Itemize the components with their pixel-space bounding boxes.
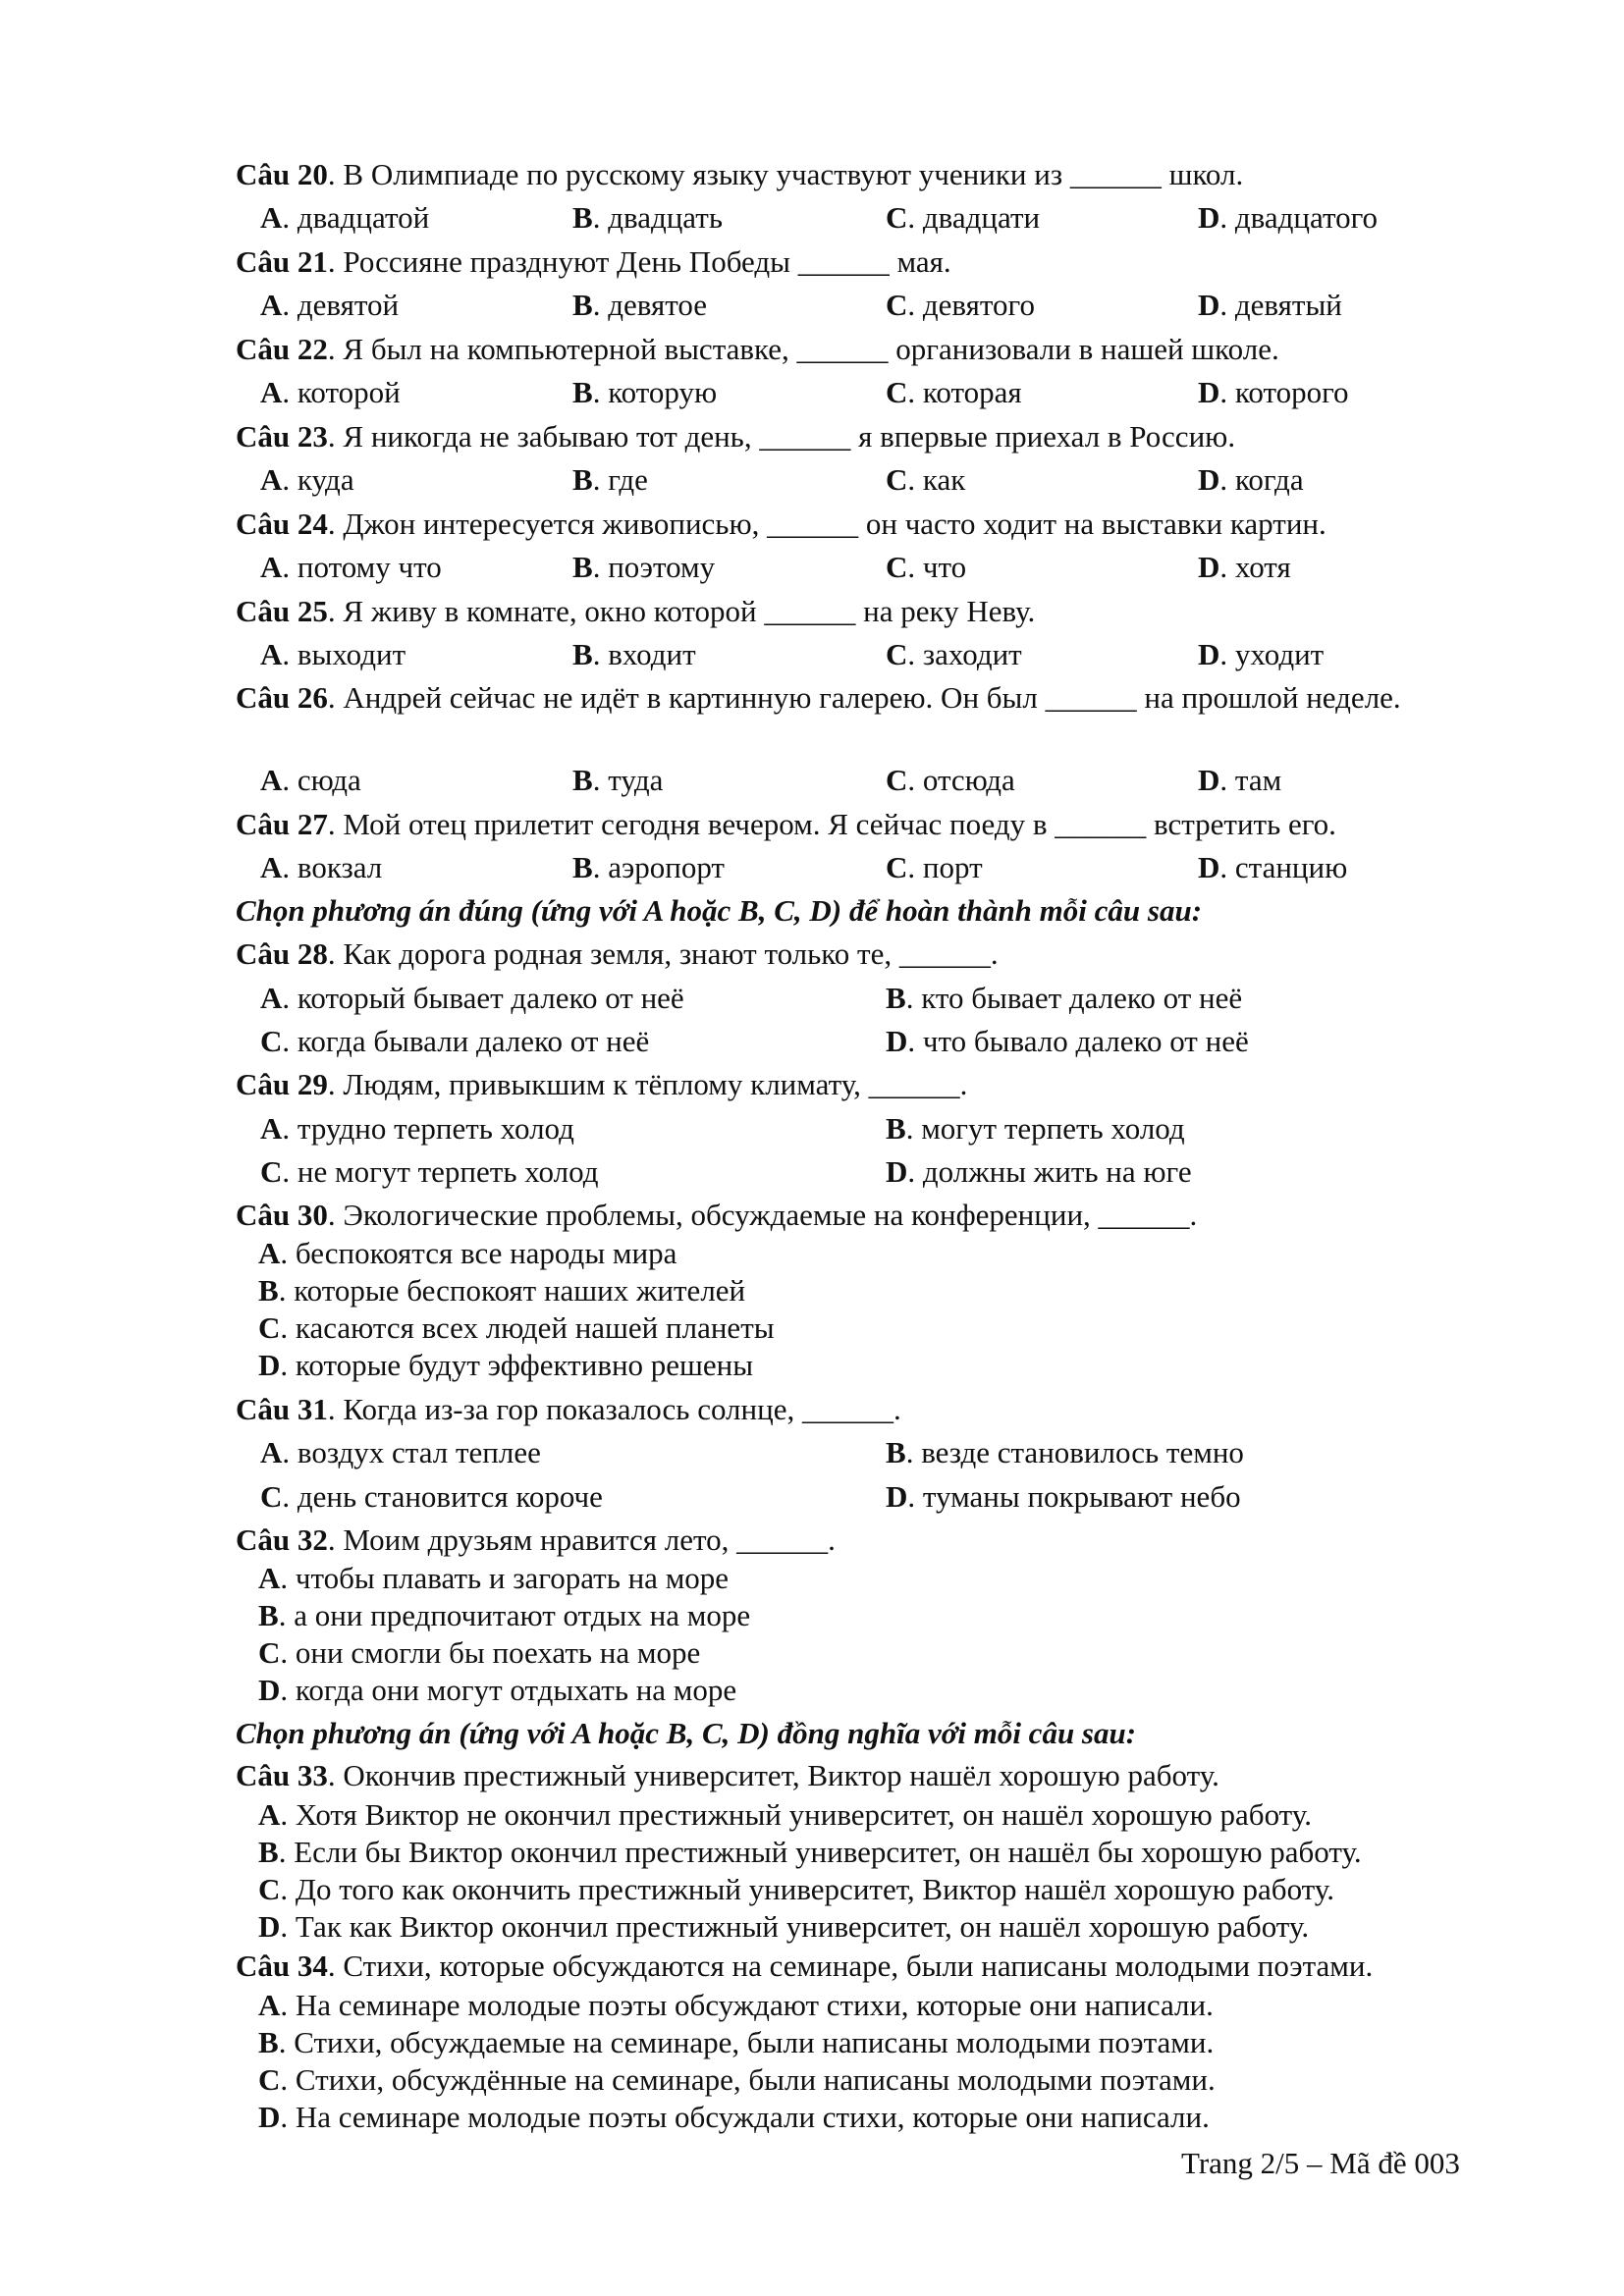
question-text: . Мой отец прилетит сегодня вечером. Я сейчас поеду в ______ встретить его. [327,807,1336,841]
option-b: B. а они предпочитают отдых на море [258,1598,751,1632]
question-text: . Андрей сейчас не идёт в картинную галерею. Он был ______ на прошлой неделе. [327,680,1401,715]
question-31 [236,1390,1512,1429]
option-c: C. как [886,462,966,497]
option-d: D. хотя [1198,550,1291,584]
question-label: Câu 34 [236,1949,328,1983]
option-a: A. беспокоятся все народы мира [258,1236,677,1270]
option-d: D. должны жить на юге [886,1154,1192,1189]
options-28-row1 [260,979,1537,1018]
options-29-row2 [260,1152,1537,1192]
option-c: C. Стихи, обсуждённые на семинаре, были написаны молодыми поэтами. [258,2062,1216,2097]
question-23 [236,417,1512,456]
question-27 [236,805,1512,844]
question-text: . Моим друзьям нравится лето, ______. [327,1522,836,1557]
option-d: D. туманы покрывают небо [886,1479,1241,1514]
options-31-row1 [260,1433,1537,1472]
options-23 [260,460,1537,500]
option-c: C. До того как окончить престижный университет, Виктор нашёл хорошую работу. [258,1872,1334,1906]
question-label: Câu 29 [236,1067,328,1101]
option-d: D. двадцатого [1198,200,1379,235]
option-d: D. девятый [1198,288,1342,322]
question-label: Câu 25 [236,594,328,628]
question-25 [236,592,1512,631]
question-label: Câu 31 [236,1392,328,1426]
question-text: . Как дорога родная земля, знают только те, ______. [327,936,999,971]
question-30 [236,1196,1512,1235]
option-d: D. которые будут эффективно решены [258,1348,754,1382]
page-footer: Trang 2/5 – Mã đề 003 [1181,2146,1460,2180]
option-b: B. поэтому [572,550,716,584]
options-24 [260,548,1537,587]
option-d: D. На семинаре молодые поэты обсуждали стихи, которые они написали. [258,2100,1210,2134]
option-d: D. там [1198,763,1282,797]
option-a: A. воздух стал теплее [260,1435,541,1469]
question-20 [236,155,1512,194]
option-b: B. которые беспокоят наших жителей [258,1273,746,1308]
option-b: B. которую [572,375,718,409]
options-27 [260,848,1537,887]
option-d: D. когда [1198,462,1304,497]
question-text: . Людям, привыкшим к тёплому климату, ______. [327,1067,968,1101]
option-a: A. Хотя Виктор не окончил престижный университет, он нашёл хорошую работу. [258,1797,1312,1832]
option-d: D. Так как Виктор окончил престижный университет, он нашёл хорошую работу. [258,1909,1310,1944]
question-text: . Россияне празднуют День Победы ______ мая. [327,244,951,279]
option-a: A. который бывает далеко от неё [260,981,684,1015]
option-a: A. сюда [260,763,361,797]
option-b: B. аэропорт [572,850,725,884]
question-label: Câu 32 [236,1522,328,1557]
option-a: A. чтобы плавать и загорать на море [258,1561,730,1595]
question-label: Câu 24 [236,507,328,541]
question-32 [236,1521,1512,1560]
question-text: . Джон интересуется живописью, ______ он часто ходит на выставки картин. [327,507,1326,541]
question-text: . Я никогда не забываю тот день, ______ я впервые приехал в Россию. [327,419,1236,454]
option-b: B. кто бывает далеко от неё [886,981,1243,1015]
question-label: Câu 26 [236,680,328,715]
question-text: . Я живу в комнате, окно которой ______ на реку Неву. [327,594,1036,628]
question-24 [236,505,1512,544]
option-c: C. которая [886,375,1022,409]
section-instruction: Chọn phương án (ứng với A hoặc B, C, D) đồng nghĩa với mỗi câu sau: [236,1716,1137,1750]
question-text: . Стихи, которые обсуждаются на семинаре, были написаны молодыми поэтами. [327,1949,1374,1983]
option-c: C. порт [886,850,983,884]
option-d: D. которого [1198,375,1349,409]
option-a: A. трудно терпеть холод [260,1111,574,1146]
option-b: B. где [572,462,648,497]
option-b: B. могут терпеть холод [886,1111,1185,1146]
option-b: B. Если бы Виктор окончил престижный университет, он нашёл бы хорошую работу. [258,1835,1362,1869]
option-d: D. станцию [1198,850,1348,884]
option-b: B. двадцать [572,200,723,235]
question-22 [236,330,1512,369]
question-text: . Окончив престижный университет, Виктор нашёл хорошую работу. [327,1758,1219,1792]
options-29-row1 [260,1109,1537,1148]
option-d: D. когда они могут отдыхать на море [258,1673,737,1707]
option-a: A. которой [260,375,401,409]
option-c: C. не могут терпеть холод [260,1154,599,1189]
option-c: C. отсюда [886,763,1015,797]
question-label: Câu 30 [236,1198,328,1232]
options-21 [260,286,1537,325]
section-instruction: Chọn phương án đúng (ứng với A hoặc B, C, D) để hoàn thành mỗi câu sau: [236,893,1203,928]
option-c: C. когда бывали далеко от неё [260,1024,650,1058]
question-33 [236,1756,1512,1795]
option-a: A. На семинаре молодые поэты обсуждают стихи, которые они написали. [258,1988,1214,2022]
option-b: B. входит [572,637,696,671]
question-28 [236,934,1512,974]
option-c: C. день становится короче [260,1479,603,1514]
options-20 [260,198,1537,238]
option-c: C. заходит [886,637,1022,671]
question-text: . Экологические проблемы, обсуждаемые на конференции, ______. [327,1198,1198,1232]
question-label: Câu 33 [236,1758,328,1792]
option-a: A. вокзал [260,850,383,884]
option-b: B. Стихи, обсуждаемые на семинаре, были написаны молодыми поэтами. [258,2025,1215,2059]
question-label: Câu 28 [236,936,328,971]
option-d: D. уходит [1198,637,1325,671]
question-label: Câu 21 [236,244,328,279]
question-text: . В Олимпиаде по русскому языку участвуют ученики из ______ школ. [327,157,1244,191]
options-25 [260,635,1537,674]
question-label: Câu 20 [236,157,328,191]
option-a: A. потому что [260,550,442,584]
option-b: B. девятое [572,288,707,322]
option-a: A. выходит [260,637,406,671]
option-c: C. касаются всех людей нашей планеты [258,1310,775,1345]
question-29 [236,1065,1512,1104]
option-c: C. девятого [886,288,1035,322]
option-a: A. девятой [260,288,400,322]
question-label: Câu 22 [236,332,328,366]
question-text: . Когда из-за гор показалось солнце, ______. [327,1392,901,1426]
options-31-row2 [260,1477,1537,1517]
option-d: D. что бывало далеко от неё [886,1024,1249,1058]
options-28-row2 [260,1022,1537,1061]
options-26 [260,761,1537,800]
question-26 [236,679,1434,717]
option-b: B. туда [572,763,664,797]
option-c: C. что [886,550,967,584]
option-a: A. двадцатой [260,200,430,235]
question-label: Câu 23 [236,419,328,454]
option-c: C. они смогли бы поехать на море [258,1635,701,1670]
options-22 [260,373,1537,412]
question-text: . Я был на компьютерной выставке, ______ организовали в нашей школе. [327,332,1279,366]
question-label: Câu 27 [236,807,328,841]
option-a: A. куда [260,462,354,497]
question-34 [236,1947,1512,1986]
question-21 [236,242,1512,282]
option-b: B. везде становилось темно [886,1435,1244,1469]
option-c: C. двадцати [886,200,1041,235]
